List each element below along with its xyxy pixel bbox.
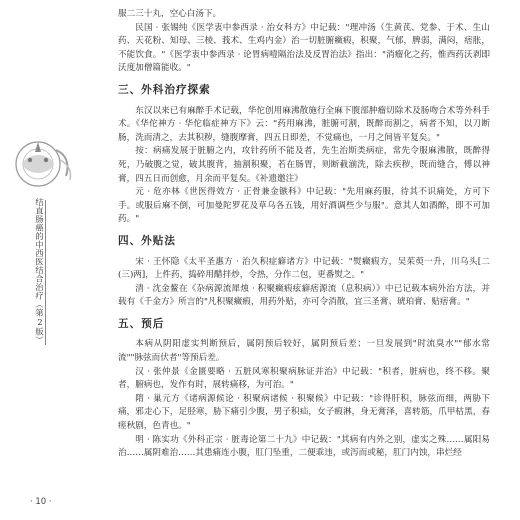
page-number: · 10 · [30,497,52,507]
main-text-column [118,8,490,461]
section-heading: 四、外贴法 [118,234,176,247]
paragraph: 按：病痛发展于脏腑之内，攻针药所不能及者，先生治斯类病症，常先令服麻沸散，既醉得死，乃破腹之觉，破其腹背，抽割积聚，若在肠胃，则断截湔洗，除去疾秽，既而缝合，傅以神膏，四五日而创愈，月余而平复矣。《补遗邀注》 [118,146,490,184]
section-heading: 三、外科治疗探索 [118,83,211,96]
paragraph: 清 · 沈金鳌在《杂病源流犀烛 · 积聚癥瘕痃癖痞源流（息积病）》中已记载本病外治方法，并载有《千金方》所言的"凡积聚癥瘕，用药外贴，亦可令消散，宜三圣膏、琥珀膏、贴痞膏。" [118,283,490,308]
paragraph: 隋 · 巢元方《诸病源候论 · 积聚病诸候 · 积聚候》中记载："诊得肝积，脉弦而细，两胁下痛，邪走心下，足胫寒，胁下痛引少腹，男子积疝，女子瘕淋，身无膏泽，喜转筋，爪甲枯黑，春瘥秋剧，色青也。" [118,393,490,432]
decorative-seal-ornament [8,130,78,200]
section-heading: 五、预后 [118,317,165,330]
paragraph: 明 · 陈实功《外科正宗 · 脏毒论第二十九》中记载："其病有内外之别，虚实之殊……属阳易治……属阴难治……其患痛连小腹，肛门坠重，二便乖违，或泻而或秘，肛门内蚀，串烂经 [118,434,490,459]
paragraph: 宋 · 王怀隐《太平圣惠方 · 治久积症癖诸方》中记载："熨癥瘕方，吴茱萸一升，川乌头[二(三)两]，上件药，捣碎用醋拌炒，令热，分作二包，更番熨之。" [118,256,490,281]
paragraph: 东汉以来已有麻醉手术记载，华佗创用麻沸散施行全麻下腹部肿瘤切除术及肠吻合术等外科手术。《华佗神方 · 华佗临症神方下》云："药用麻沸，脏腑可割，既醉而割之，病者不知，以刀断肠，洗而清之，去其积秽，缝腹摩膏，四五日即差，不觉痛也，一月之间皆平复矣。" [118,105,490,143]
margin-rule [45,200,46,345]
paragraph: 元 · 危亦林《世医得效方 · 正骨兼金镞科》中记载："先用麻药服，待其不识痛处，方可下手。或服后麻不倒，可加曼陀罗花及草乌各五钱，用好酒调些少与服"。意其人如酒醉，即不可加药。" [118,187,490,225]
paragraph: 民国 · 张锡纯《医学衷中参西录 · 治女科方》中记载："理冲汤（生黄芪、党参、于术、生山药、天花粉、知母、三棱、莪术、生鸡内金）治一切脏腑癥瘕，积聚，气郁，脾弱，满闷，痞胀，不能饮食。"《医学衷中参西录 · 论胃病噎隔治法及反胃治法》指出："消瘤化之药，惟西药沃剥即沃度加僧篇能收。" [118,22,490,74]
paragraph: 汉 · 张仲景《金匮要略 · 五脏风寒积聚病脉证并治》中记载："积者，脏病也，终不移。聚者，腑病也，发作有时，展转痛移，为可治。" [118,366,490,391]
book-title-vertical: 结直肠癌的中西医结合治疗（第2版） [35,198,45,345]
paragraph: 本病从阴阳虚实判断预后，属阴预后较好，属阴预后差；一旦发展到"时流臭水""郁水常流""脉弦而伏者"等预后差。 [118,339,490,364]
text-line: 服二三十丸，空心白汤下。 [118,9,222,19]
